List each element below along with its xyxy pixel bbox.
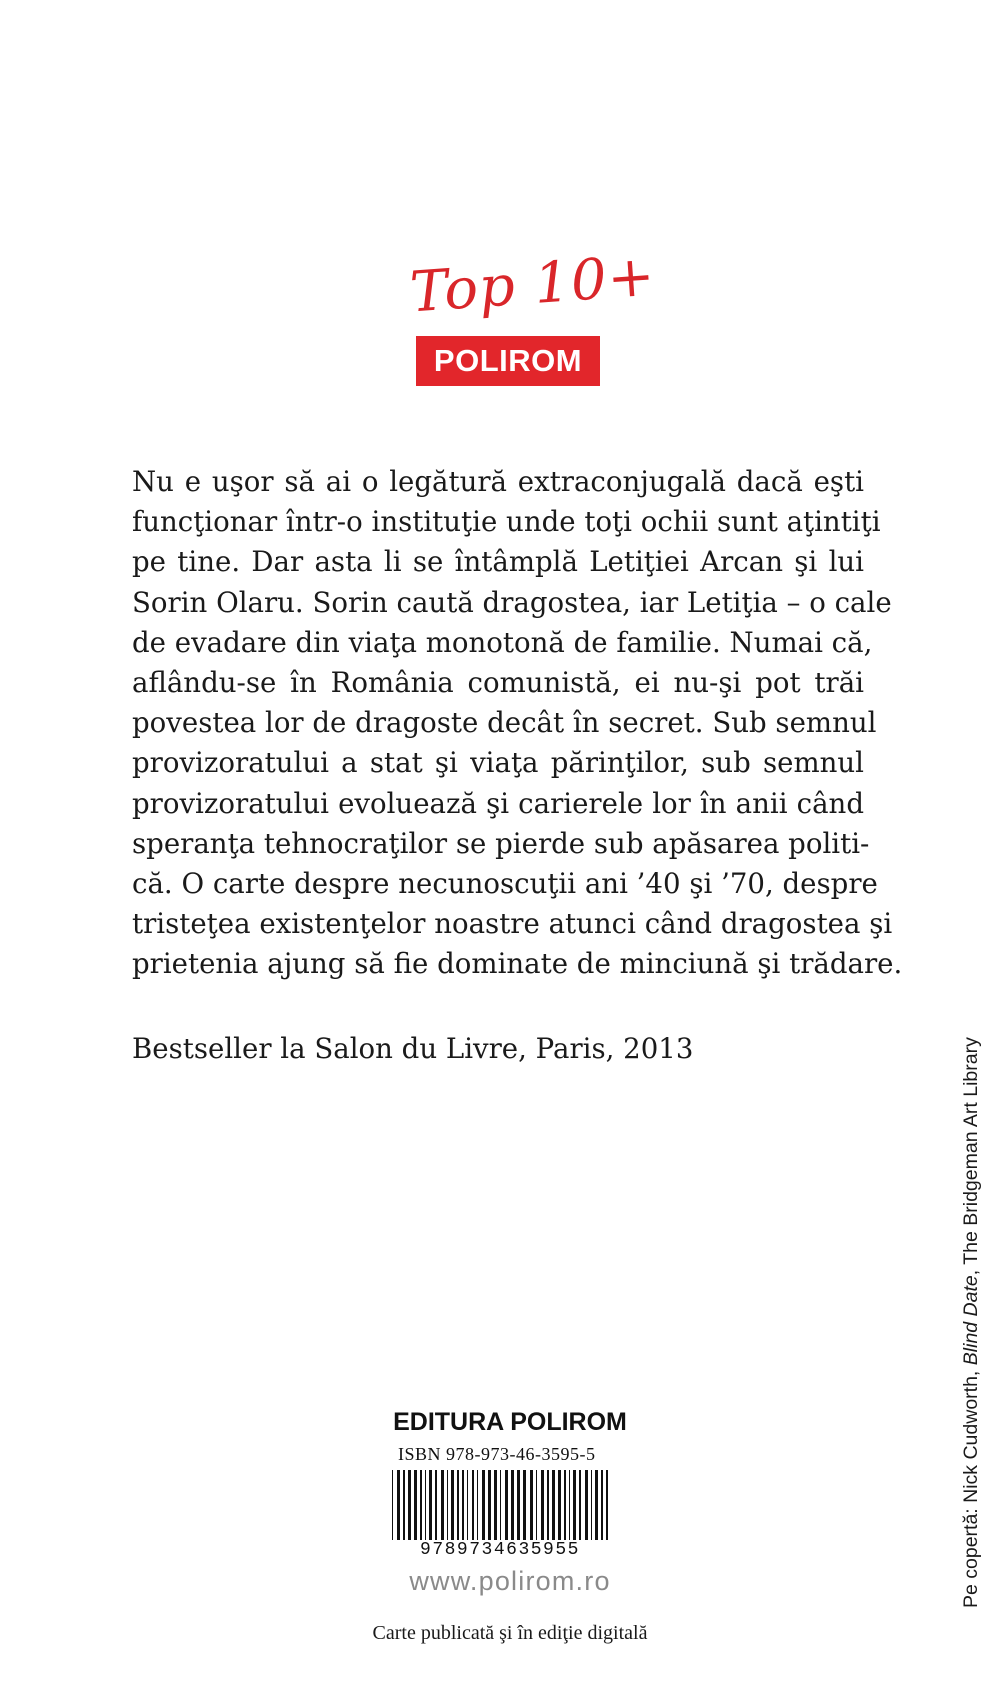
barcode-bar	[500, 1470, 501, 1542]
barcode-bar	[579, 1470, 581, 1542]
barcode-bar	[403, 1470, 405, 1542]
cover-credit-prefix: Pe copertă: Nick Cudworth,	[960, 1365, 982, 1608]
barcode-bar	[606, 1470, 608, 1542]
barcode-bar	[435, 1470, 437, 1542]
blurb-line: prietenia ajung să fie dominate de minciună şi trădare.	[132, 947, 903, 981]
barcode-bar	[511, 1470, 514, 1542]
barcode-bar	[482, 1470, 485, 1542]
barcode-bar	[451, 1470, 454, 1542]
blurb-text	[132, 462, 903, 985]
blurb-line: de evadare din viaţa monotonă de familie. Numai că,	[132, 625, 873, 659]
blurb-line: că. O carte despre necunoscuţii ani ’40 şi ’70, despre	[132, 867, 878, 901]
blurb-line: tristeţea existenţelor noastre atunci când dragostea şi	[132, 907, 893, 941]
barcode-bar	[564, 1470, 566, 1542]
barcode-bar	[462, 1470, 464, 1542]
cover-credit-suffix: , The Bridgeman Art Library	[960, 1037, 982, 1276]
barcode-bar	[477, 1470, 478, 1542]
barcode-bar	[420, 1470, 422, 1542]
series-logo-top-10: Top 10+	[408, 243, 658, 326]
barcode-bar	[457, 1470, 459, 1542]
barcode-bar	[541, 1470, 544, 1542]
barcode-bar	[552, 1470, 555, 1542]
barcode-bar	[585, 1470, 588, 1542]
barcode-bar	[569, 1470, 570, 1542]
cover-credit-title: Blind Date	[960, 1275, 982, 1366]
barcode-bar	[488, 1470, 491, 1542]
barcode-bar	[408, 1470, 411, 1542]
barcode-bar	[536, 1470, 537, 1542]
publisher-name: EDITURA POLIROM	[393, 1408, 627, 1436]
barcode-bar	[591, 1470, 592, 1542]
barcode-bar	[472, 1470, 474, 1542]
blurb-line: funcţionar într-o instituţie unde toţi ochii sunt aţintiţi	[132, 505, 881, 539]
barcode-bar	[573, 1470, 576, 1542]
barcode-bar	[595, 1470, 598, 1542]
barcode-bar	[523, 1470, 526, 1542]
barcode-bar	[505, 1470, 508, 1542]
blurb-line: provizoratului evoluează şi carierele lor în anii când	[132, 786, 864, 820]
barcode-bar	[447, 1470, 448, 1542]
digital-edition-note: Carte publicată şi în ediţie digitală	[372, 1622, 648, 1644]
barcode-bar	[517, 1470, 520, 1542]
barcode-bar	[392, 1470, 393, 1542]
cover-credit	[960, 1037, 983, 1608]
blurb-line: Sorin Olaru. Sorin caută dragostea, iar Letiţia – o cale	[132, 585, 892, 619]
barcode-bar	[425, 1470, 426, 1542]
barcode-bar	[441, 1470, 444, 1542]
bestseller-note: Bestseller la Salon du Livre, Paris, 2013	[132, 1032, 694, 1065]
barcode-bar	[530, 1470, 533, 1542]
barcode-bar	[397, 1470, 400, 1542]
blurb-line: Nu e uşor să ai o legătură extraconjugală dacă eşti	[132, 465, 864, 498]
blurb-line: aflându-se în România comunistă, ei nu-şi pot trăi	[132, 666, 864, 700]
barcode-bar	[494, 1470, 497, 1542]
blurb-line: povestea lor de dragoste decât în secret. Sub semnul	[132, 706, 877, 740]
polirom-badge: POLIROM	[416, 336, 600, 386]
website-link[interactable]: www.polirom.ro	[409, 1566, 611, 1596]
barcode-digits: 9789734635955	[386, 1540, 614, 1560]
barcode-bar	[547, 1470, 549, 1542]
blurb-line: provizoratului a stat şi viaţa părinţilor, sub semnul	[132, 746, 864, 780]
barcode-bar	[601, 1470, 603, 1542]
barcode-bar	[429, 1470, 432, 1542]
barcode-bar	[467, 1470, 468, 1542]
barcode-bar	[414, 1470, 417, 1542]
barcode-bar	[558, 1470, 561, 1542]
blurb-line: speranţa tehnocraţilor se pierde sub apăsarea politi-	[132, 826, 870, 860]
blurb-line: pe tine. Dar asta li se întâmplă Letiţiei Arcan şi lui	[132, 545, 864, 579]
isbn-text: ISBN 978-973-46-3595-5	[398, 1444, 596, 1464]
